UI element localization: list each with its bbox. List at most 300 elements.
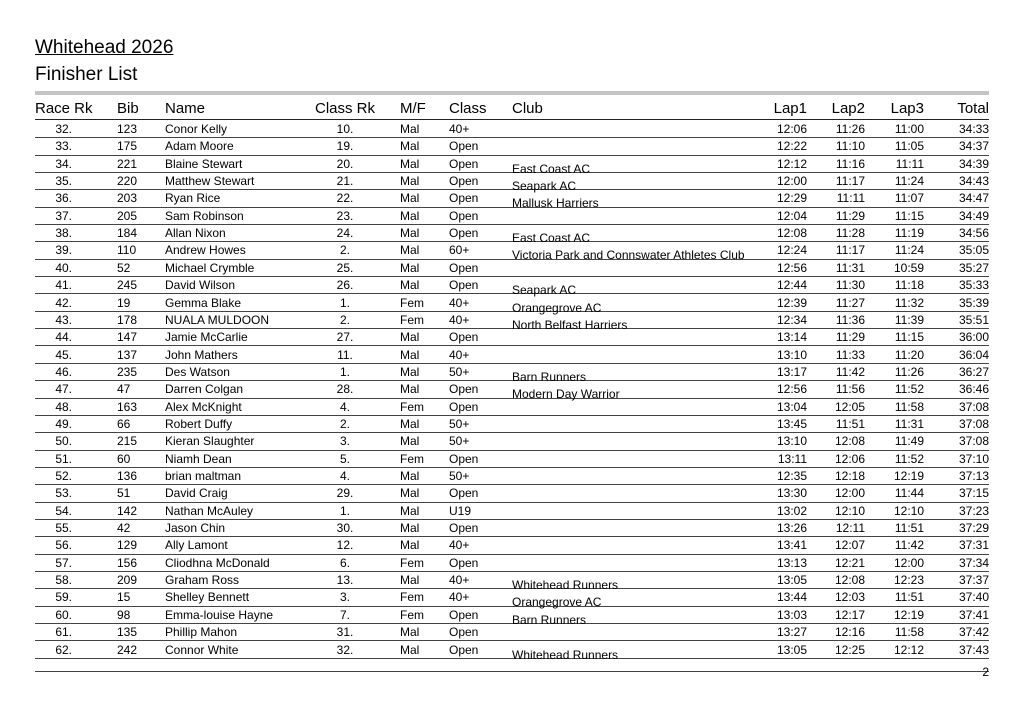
cell-lap2: 11:10 — [835, 139, 865, 154]
cell-mf: Mal — [400, 364, 420, 379]
cell-name: Niamh Dean — [165, 451, 232, 466]
table-row — [35, 398, 989, 416]
cell-lap3: 11:51 — [894, 590, 924, 605]
cell-race-rk: 48. — [55, 399, 72, 414]
cell-bib: 66 — [117, 416, 131, 431]
cell-mf: Mal — [400, 122, 420, 136]
cell-bib: 129 — [117, 538, 138, 553]
cell-bib: 42 — [117, 521, 131, 536]
cell-class-rk: 10. — [336, 122, 354, 136]
cell-class: 40+ — [449, 573, 470, 588]
cell-club: Whitehead Runners — [512, 647, 619, 662]
cell-class: 50+ — [449, 434, 470, 449]
cell-class: 50+ — [449, 416, 470, 431]
cell-total: 34:39 — [958, 156, 989, 171]
cell-name: David Wilson — [165, 278, 236, 293]
cell-name: Graham Ross — [165, 573, 240, 588]
cell-lap3: 11:58 — [894, 625, 924, 640]
cell-lap1: 12:08 — [776, 226, 807, 241]
cell-lap1: 13:26 — [776, 521, 807, 536]
cell-lap3: 11:39 — [894, 312, 924, 327]
cell-lap3: 11:07 — [894, 191, 924, 206]
table-row — [35, 536, 989, 554]
table-row — [35, 189, 989, 211]
header-lap1: Lap1 — [773, 100, 807, 117]
cell-name: Des Watson — [165, 364, 230, 379]
header-total: Total — [957, 100, 989, 117]
cell-lap2: 12:03 — [834, 590, 865, 605]
cell-race-rk: 54. — [55, 503, 72, 518]
cell-class: 40+ — [449, 347, 470, 362]
cell-total: 37:23 — [958, 503, 989, 518]
cell-name: Nathan McAuley — [165, 503, 254, 518]
cell-class: Open — [449, 208, 479, 223]
cell-race-rk: 41. — [55, 278, 72, 293]
cell-bib: 110 — [117, 243, 137, 258]
cell-class: Open — [449, 139, 479, 154]
cell-total: 35:39 — [958, 295, 989, 310]
cell-race-rk: 39. — [55, 243, 72, 258]
cell-bib: 98 — [117, 607, 131, 622]
cell-race-rk: 38. — [55, 226, 72, 241]
cell-mf: Fem — [400, 399, 424, 414]
table-row — [35, 467, 989, 485]
cell-total: 37:42 — [958, 625, 989, 640]
cell-bib: 47 — [117, 382, 131, 397]
cell-mf: Fem — [400, 312, 424, 327]
cell-total: 37:31 — [958, 538, 989, 553]
cell-name: Connor White — [165, 642, 239, 657]
cell-class: Open — [449, 625, 479, 640]
cell-total: 35:51 — [958, 312, 989, 327]
cell-bib: 184 — [117, 226, 138, 241]
table-row — [35, 432, 989, 450]
cell-class-rk: 1. — [339, 295, 350, 310]
cell-total: 36:04 — [958, 347, 989, 362]
cell-mf: Mal — [400, 416, 420, 431]
cell-class-rk: 19. — [336, 139, 354, 154]
cell-class-rk: 29. — [336, 486, 354, 501]
cell-class-rk: 3. — [339, 590, 350, 605]
cell-name: Emma-louise Hayne — [165, 607, 274, 622]
cell-class-rk: 6. — [339, 555, 350, 570]
cell-class-rk: 12. — [336, 538, 354, 553]
cell-lap2: 11:31 — [835, 260, 865, 275]
cell-lap2: 11:26 — [835, 122, 865, 136]
cell-lap1: 13:03 — [776, 607, 807, 622]
table-row — [35, 224, 989, 246]
cell-lap1: 13:05 — [776, 642, 807, 657]
table-row — [35, 641, 989, 662]
cell-lap3: 11:52 — [894, 382, 924, 397]
cell-bib: 203 — [117, 191, 138, 206]
cell-lap1: 13:27 — [776, 625, 807, 640]
cell-total: 34:49 — [958, 208, 989, 223]
cell-lap3: 11:52 — [894, 451, 924, 466]
cell-total: 37:43 — [958, 642, 989, 657]
cell-lap2: 12:16 — [834, 625, 865, 640]
cell-race-rk: 62. — [55, 642, 72, 657]
header-name: Name — [165, 100, 206, 117]
cell-name: Andrew Howes — [165, 243, 246, 258]
cell-mf: Mal — [400, 434, 420, 449]
cell-lap3: 12:23 — [893, 573, 924, 588]
cell-lap1: 12:56 — [776, 382, 807, 397]
cell-name: Alex McKnight — [165, 399, 242, 414]
cell-name: Gemma Blake — [165, 295, 242, 310]
cell-total: 37:13 — [958, 469, 989, 483]
cell-bib: 137 — [117, 347, 138, 362]
table-row — [35, 588, 989, 610]
cell-club: Modern Day Warrior — [512, 387, 620, 402]
cell-lap3: 11:31 — [894, 416, 924, 431]
cell-lap3: 12:00 — [893, 555, 924, 570]
cell-lap1: 12:44 — [776, 278, 807, 293]
cell-lap2: 11:11 — [836, 191, 865, 206]
cell-total: 34:43 — [958, 174, 989, 189]
table-row — [35, 571, 989, 593]
cell-race-rk: 56. — [55, 538, 72, 553]
cell-total: 35:05 — [958, 243, 989, 258]
cell-class-rk: 25. — [336, 260, 354, 275]
cell-race-rk: 60. — [55, 607, 72, 622]
cell-class: Open — [449, 451, 479, 466]
cell-bib: 51 — [117, 486, 131, 501]
table-row — [35, 554, 989, 572]
cell-lap2: 11:33 — [835, 347, 865, 362]
cell-name: Blaine Stewart — [165, 156, 243, 171]
cell-class-rk: 2. — [339, 416, 350, 431]
cell-total: 37:10 — [958, 451, 989, 466]
cell-bib: 175 — [117, 139, 138, 154]
cell-lap3: 11:20 — [894, 347, 924, 362]
cell-bib: 147 — [117, 330, 138, 345]
cell-mf: Mal — [400, 382, 420, 397]
header-bib: Bib — [117, 100, 139, 117]
cell-total: 37:40 — [958, 590, 989, 605]
cell-mf: Mal — [400, 330, 420, 345]
cell-lap1: 13:45 — [776, 416, 807, 431]
cell-class: Open — [449, 278, 479, 293]
cell-name: Jason Chin — [165, 521, 226, 536]
cell-total: 37:08 — [958, 399, 989, 414]
cell-lap3: 11:00 — [894, 122, 924, 136]
cell-lap1: 13:41 — [776, 538, 807, 553]
cell-total: 34:37 — [958, 139, 989, 154]
document-title: Whitehead 2026 — [35, 37, 174, 58]
cell-bib: 221 — [117, 156, 138, 171]
cell-lap1: 13:44 — [776, 590, 807, 605]
footer-divider — [35, 671, 989, 672]
cell-name: Ryan Rice — [165, 191, 221, 206]
table-row — [35, 259, 989, 277]
cell-class: Open — [449, 607, 479, 622]
cell-lap1: 13:05 — [776, 573, 807, 588]
cell-bib: 215 — [117, 434, 138, 449]
cell-lap3: 11:49 — [894, 434, 924, 449]
cell-race-rk: 40. — [55, 260, 72, 275]
cell-bib: 136 — [117, 469, 138, 483]
cell-lap2: 12:08 — [834, 434, 865, 449]
cell-lap2: 11:17 — [835, 243, 865, 258]
cell-bib: 163 — [117, 399, 138, 414]
cell-lap2: 11:56 — [835, 382, 865, 397]
cell-mf: Fem — [400, 607, 424, 622]
cell-lap3: 11:15 — [894, 208, 924, 223]
cell-mf: Mal — [400, 486, 420, 501]
cell-bib: 242 — [117, 642, 138, 657]
cell-club: Victoria Park and Connswater Athletes Club — [512, 248, 745, 263]
cell-lap3: 11:19 — [894, 226, 924, 241]
cell-mf: Mal — [400, 191, 420, 206]
cell-total: 35:33 — [958, 278, 989, 293]
cell-bib: 178 — [117, 312, 138, 327]
cell-mf: Mal — [400, 139, 420, 154]
cell-total: 35:27 — [958, 260, 989, 275]
table-row — [35, 276, 989, 298]
table-row — [35, 415, 989, 433]
cell-lap2: 11:17 — [835, 174, 865, 189]
cell-class-rk: 32. — [336, 642, 354, 657]
cell-class-rk: 28. — [336, 382, 354, 397]
cell-class: 40+ — [449, 538, 470, 553]
cell-lap3: 11:24 — [894, 243, 924, 258]
cell-class-rk: 30. — [336, 521, 354, 536]
cell-lap2: 11:28 — [835, 226, 865, 241]
cell-race-rk: 45. — [55, 347, 72, 362]
cell-class: Open — [449, 330, 479, 345]
cell-race-rk: 55. — [55, 521, 72, 536]
cell-mf: Mal — [400, 347, 420, 362]
cell-class: Open — [449, 486, 479, 501]
cell-club: Barn Runners — [512, 612, 587, 627]
cell-lap2: 12:25 — [834, 642, 865, 657]
cell-class: 60+ — [449, 243, 470, 258]
table-header — [35, 99, 989, 120]
cell-lap2: 12:10 — [834, 503, 865, 518]
cell-mf: Mal — [400, 226, 420, 241]
cell-class-rk: 31. — [336, 625, 354, 640]
cell-lap3: 11:11 — [895, 156, 924, 171]
cell-name: Shelley Bennett — [165, 590, 250, 605]
cell-class-rk: 2. — [339, 312, 350, 327]
cell-bib: 156 — [117, 555, 138, 570]
cell-class-rk: 21. — [336, 174, 354, 189]
cell-name: Cliodhna McDonald — [165, 555, 270, 570]
cell-club: East Coast AC — [512, 161, 591, 176]
cell-name: Conor Kelly — [165, 122, 228, 136]
table-row — [35, 207, 989, 225]
cell-mf: Mal — [400, 625, 420, 640]
cell-race-rk: 52. — [55, 469, 72, 483]
cell-name: Phillip Mahon — [165, 625, 238, 640]
cell-bib: 60 — [117, 451, 131, 466]
cell-lap1: 13:02 — [776, 503, 807, 518]
cell-total: 34:56 — [958, 226, 989, 241]
cell-class-rk: 5. — [339, 451, 350, 466]
cell-lap1: 12:00 — [776, 174, 807, 189]
cell-bib: 245 — [117, 278, 138, 293]
cell-lap2: 11:36 — [835, 312, 865, 327]
cell-class: Open — [449, 226, 479, 241]
cell-mf: Mal — [400, 208, 420, 223]
cell-lap1: 12:12 — [776, 156, 807, 171]
cell-bib: 235 — [117, 364, 138, 379]
cell-lap2: 12:17 — [834, 607, 865, 622]
cell-race-rk: 59. — [55, 590, 72, 605]
cell-lap1: 13:10 — [776, 347, 807, 362]
table-row — [35, 606, 989, 627]
cell-lap2: 12:11 — [835, 521, 865, 536]
cell-club: Seapark AC — [512, 283, 577, 298]
cell-name: David Craig — [165, 486, 228, 501]
table-row — [35, 311, 989, 332]
table-row — [35, 155, 989, 176]
cell-bib: 52 — [117, 260, 131, 275]
cell-class: Open — [449, 174, 479, 189]
cell-lap2: 11:51 — [835, 416, 865, 431]
header-lap2: Lap2 — [831, 100, 865, 117]
cell-lap3: 11:58 — [894, 399, 924, 414]
cell-class-rk: 1. — [339, 364, 350, 379]
cell-bib: 123 — [117, 122, 138, 136]
cell-race-rk: 61. — [55, 625, 72, 640]
cell-lap1: 13:30 — [776, 486, 807, 501]
cell-mf: Mal — [400, 469, 420, 483]
cell-lap2: 12:07 — [834, 538, 865, 553]
cell-name: Allan Nixon — [165, 226, 226, 241]
table-row — [35, 623, 989, 641]
cell-lap1: 13:14 — [776, 330, 807, 345]
cell-name: Adam Moore — [165, 139, 234, 154]
cell-name: brian maltman — [165, 469, 242, 483]
cell-mf: Fem — [400, 451, 424, 466]
cell-mf: Mal — [400, 573, 420, 588]
cell-mf: Mal — [400, 521, 420, 536]
cell-race-rk: 32. — [55, 122, 72, 136]
cell-lap1: 13:13 — [776, 555, 807, 570]
cell-mf: Fem — [400, 555, 424, 570]
cell-lap1: 12:34 — [776, 312, 807, 327]
cell-total: 37:29 — [958, 521, 989, 536]
cell-race-rk: 50. — [55, 434, 72, 449]
cell-name: Sam Robinson — [165, 208, 244, 223]
cell-class-rk: 3. — [339, 434, 350, 449]
cell-race-rk: 47. — [55, 382, 72, 397]
cell-lap1: 13:10 — [776, 434, 807, 449]
cell-bib: 220 — [117, 174, 138, 189]
cell-total: 34:47 — [958, 191, 989, 206]
header-club: Club — [512, 100, 543, 117]
cell-lap3: 11:32 — [894, 295, 924, 310]
table-row — [35, 346, 989, 364]
cell-class-rk: 22. — [336, 191, 354, 206]
cell-lap3: 12:12 — [893, 642, 924, 657]
cell-class: 50+ — [449, 469, 470, 483]
cell-lap1: 12:39 — [776, 295, 807, 310]
cell-lap2: 12:21 — [834, 555, 865, 570]
cell-lap1: 13:04 — [776, 399, 807, 414]
cell-mf: Mal — [400, 156, 420, 171]
table-row — [35, 502, 989, 520]
cell-class-rk: 26. — [336, 278, 354, 293]
cell-total: 36:46 — [958, 382, 989, 397]
cell-mf: Mal — [400, 538, 420, 553]
table-row — [35, 380, 989, 402]
cell-lap3: 11:18 — [894, 278, 924, 293]
cell-lap2: 12:18 — [834, 469, 865, 483]
cell-total: 37:08 — [958, 416, 989, 431]
cell-lap2: 12:08 — [834, 573, 865, 588]
document-subtitle: Finisher List — [35, 64, 138, 85]
cell-class: Open — [449, 191, 479, 206]
header-lap3: Lap3 — [890, 100, 924, 117]
cell-total: 37:34 — [958, 555, 989, 570]
cell-mf: Mal — [400, 503, 420, 518]
cell-race-rk: 33. — [55, 139, 72, 154]
cell-race-rk: 58. — [55, 573, 72, 588]
cell-lap3: 12:10 — [893, 503, 924, 518]
cell-class: Open — [449, 156, 479, 171]
cell-race-rk: 35. — [55, 174, 72, 189]
table-row — [35, 294, 989, 315]
cell-class: Open — [449, 521, 479, 536]
cell-club: North Belfast Harriers — [512, 317, 628, 332]
cell-total: 36:27 — [958, 364, 989, 379]
cell-lap3: 12:19 — [893, 469, 924, 483]
cell-class: U19 — [449, 503, 472, 518]
cell-lap1: 12:29 — [776, 191, 807, 206]
cell-class-rk: 27. — [336, 330, 354, 345]
cell-bib: 19 — [117, 295, 131, 310]
cell-lap3: 10:59 — [893, 260, 924, 275]
cell-lap2: 11:29 — [835, 330, 865, 345]
cell-name: Kieran Slaughter — [165, 434, 255, 449]
cell-race-rk: 44. — [55, 330, 72, 345]
cell-race-rk: 53. — [55, 486, 72, 501]
cell-class: Open — [449, 260, 479, 275]
cell-class-rk: 7. — [339, 607, 350, 622]
cell-class-rk: 11. — [337, 347, 353, 362]
cell-class: Open — [449, 382, 479, 397]
cell-bib: 142 — [117, 503, 138, 518]
cell-race-rk: 43. — [55, 312, 72, 327]
cell-class: Open — [449, 555, 479, 570]
cell-club: Mallusk Harriers — [512, 196, 599, 211]
cell-lap1: 13:17 — [776, 364, 807, 379]
cell-lap3: 11:42 — [894, 538, 924, 553]
cell-name: Darren Colgan — [165, 382, 244, 397]
cell-total: 36:00 — [958, 330, 989, 345]
cell-club: Whitehead Runners — [512, 578, 619, 593]
cell-class-rk: 4. — [339, 399, 350, 414]
cell-class: 40+ — [449, 122, 470, 136]
cell-name: Robert Duffy — [165, 416, 233, 431]
cell-lap2: 11:30 — [835, 278, 865, 293]
cell-lap3: 12:19 — [893, 607, 924, 622]
table-row — [35, 519, 989, 537]
cell-name: Matthew Stewart — [165, 174, 255, 189]
cell-name: Jamie McCarlie — [165, 330, 248, 345]
cell-class: Open — [449, 642, 479, 657]
cell-mf: Mal — [400, 243, 420, 258]
cell-race-rk: 42. — [55, 295, 72, 310]
cell-lap1: 12:06 — [776, 122, 807, 136]
cell-lap1: 12:04 — [776, 208, 807, 223]
cell-race-rk: 57. — [55, 555, 72, 570]
cell-lap1: 12:56 — [776, 260, 807, 275]
cell-class: 50+ — [449, 364, 470, 379]
